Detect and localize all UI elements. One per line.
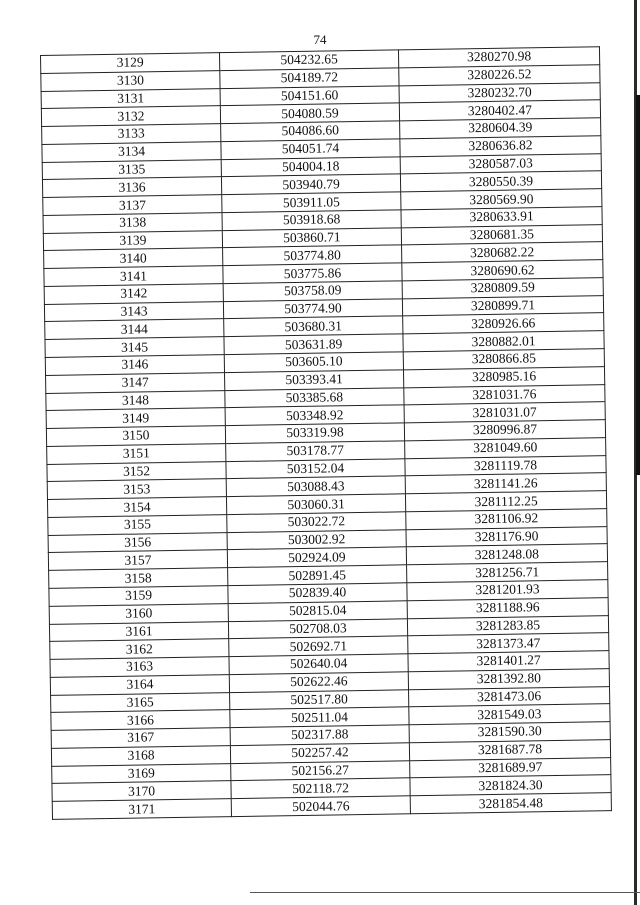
y-coordinate-cell: 3281824.30 <box>410 775 611 796</box>
point-number-cell: 3156 <box>48 532 227 553</box>
x-coordinate-cell: 503860.71 <box>222 228 401 249</box>
x-coordinate-cell: 504080.59 <box>220 103 399 124</box>
point-number-cell: 3168 <box>51 745 230 766</box>
point-number-cell: 3160 <box>49 603 228 624</box>
x-coordinate-cell: 504051.74 <box>221 139 400 160</box>
x-coordinate-cell: 503775.86 <box>223 263 402 284</box>
x-coordinate-cell: 503088.43 <box>226 476 405 497</box>
x-coordinate-cell: 502708.03 <box>228 618 407 639</box>
scan-edge-mark <box>636 95 640 475</box>
x-coordinate-cell: 504004.18 <box>221 156 400 177</box>
y-coordinate-cell: 3281283.85 <box>407 615 608 636</box>
coordinates-table-wrapper <box>40 46 608 820</box>
point-number-cell: 3136 <box>42 177 221 198</box>
point-number-cell: 3158 <box>49 568 228 589</box>
x-coordinate-cell: 502839.40 <box>228 583 407 604</box>
y-coordinate-cell: 3281248.08 <box>406 544 607 565</box>
y-coordinate-cell: 3280587.03 <box>400 153 601 174</box>
x-coordinate-cell: 503631.89 <box>224 334 403 355</box>
coordinates-table-body <box>41 47 612 820</box>
y-coordinate-cell: 3281176.90 <box>406 526 607 547</box>
y-coordinate-cell: 3281392.80 <box>408 668 609 689</box>
point-number-cell: 3149 <box>46 408 225 429</box>
point-number-cell: 3166 <box>51 710 230 731</box>
x-coordinate-cell: 504232.65 <box>219 50 398 71</box>
y-coordinate-cell: 3280550.39 <box>400 171 601 192</box>
y-coordinate-cell: 3281401.27 <box>408 651 609 672</box>
point-number-cell: 3153 <box>47 479 226 500</box>
point-number-cell: 3130 <box>41 70 220 91</box>
point-number-cell: 3134 <box>42 141 221 162</box>
y-coordinate-cell: 3281373.47 <box>408 633 609 654</box>
x-coordinate-cell: 503680.31 <box>224 316 403 337</box>
point-number-cell: 3132 <box>41 106 220 127</box>
y-coordinate-cell: 3280882.01 <box>403 331 604 352</box>
y-coordinate-cell: 3280899.71 <box>402 295 603 316</box>
coordinates-table <box>40 46 612 820</box>
point-number-cell: 3163 <box>50 657 229 678</box>
point-number-cell: 3159 <box>49 586 228 607</box>
y-coordinate-cell: 3281256.71 <box>407 562 608 583</box>
y-coordinate-cell: 3280866.85 <box>403 349 604 370</box>
page-number: 74 <box>313 32 327 47</box>
y-coordinate-cell: 3281473.06 <box>409 686 610 707</box>
y-coordinate-cell: 3281119.78 <box>405 455 606 476</box>
x-coordinate-cell: 503605.10 <box>224 352 403 373</box>
point-number-cell: 3164 <box>50 674 229 695</box>
point-number-cell: 3157 <box>48 550 227 571</box>
point-number-cell: 3155 <box>48 515 227 536</box>
y-coordinate-cell: 3281854.48 <box>410 793 611 814</box>
y-coordinate-cell: 3280633.91 <box>401 207 602 228</box>
y-coordinate-cell: 3280809.59 <box>402 278 603 299</box>
point-number-cell: 3140 <box>44 248 223 269</box>
point-number-cell: 3165 <box>51 692 230 713</box>
y-coordinate-cell: 3280604.39 <box>400 118 601 139</box>
x-coordinate-cell: 502317.88 <box>230 725 409 746</box>
x-coordinate-cell: 502891.45 <box>228 565 407 586</box>
point-number-cell: 3171 <box>52 799 231 820</box>
y-coordinate-cell: 3281141.26 <box>405 473 606 494</box>
y-coordinate-cell: 3280926.66 <box>403 313 604 334</box>
x-coordinate-cell: 502640.04 <box>229 654 408 675</box>
point-number-cell: 3144 <box>45 319 224 340</box>
bottom-rule <box>250 892 640 893</box>
x-coordinate-cell: 502622.46 <box>229 672 408 693</box>
x-coordinate-cell: 503348.92 <box>225 405 404 426</box>
point-number-cell: 3133 <box>42 124 221 145</box>
x-coordinate-cell: 503918.68 <box>222 210 401 231</box>
x-coordinate-cell: 502044.76 <box>231 796 410 817</box>
y-coordinate-cell: 3280232.70 <box>399 82 600 103</box>
point-number-cell: 3141 <box>44 266 223 287</box>
x-coordinate-cell: 503911.05 <box>222 192 401 213</box>
point-number-cell: 3169 <box>52 763 231 784</box>
y-coordinate-cell: 3281031.07 <box>404 402 605 423</box>
point-number-cell: 3137 <box>43 195 222 216</box>
point-number-cell: 3146 <box>45 355 224 376</box>
x-coordinate-cell: 503060.31 <box>226 494 405 515</box>
x-coordinate-cell: 502257.42 <box>230 743 409 764</box>
y-coordinate-cell: 3281031.76 <box>404 384 605 405</box>
x-coordinate-cell: 504151.60 <box>220 85 399 106</box>
x-coordinate-cell: 502511.04 <box>230 707 409 728</box>
x-coordinate-cell: 503152.04 <box>226 458 405 479</box>
y-coordinate-cell: 3281049.60 <box>405 438 606 459</box>
y-coordinate-cell: 3281201.93 <box>407 580 608 601</box>
point-number-cell: 3135 <box>42 159 221 180</box>
y-coordinate-cell: 3281112.25 <box>405 491 606 512</box>
point-number-cell: 3142 <box>44 284 223 305</box>
point-number-cell: 3139 <box>43 230 222 251</box>
x-coordinate-cell: 503758.09 <box>223 281 402 302</box>
point-number-cell: 3167 <box>51 728 230 749</box>
x-coordinate-cell: 504189.72 <box>220 68 399 89</box>
x-coordinate-cell: 502692.71 <box>229 636 408 657</box>
x-coordinate-cell: 502815.04 <box>228 601 407 622</box>
x-coordinate-cell: 503022.72 <box>227 512 406 533</box>
y-coordinate-cell: 3280996.87 <box>404 420 605 441</box>
x-coordinate-cell: 503178.77 <box>226 441 405 462</box>
x-coordinate-cell: 502517.80 <box>230 689 409 710</box>
y-coordinate-cell: 3280270.98 <box>398 47 599 68</box>
y-coordinate-cell: 3281689.97 <box>410 757 611 778</box>
point-number-cell: 3147 <box>46 372 225 393</box>
x-coordinate-cell: 503002.92 <box>227 529 406 550</box>
x-coordinate-cell: 504086.60 <box>221 121 400 142</box>
point-number-cell: 3131 <box>41 88 220 109</box>
point-number-cell: 3170 <box>52 781 231 802</box>
y-coordinate-cell: 3280569.90 <box>401 189 602 210</box>
y-coordinate-cell: 3281549.03 <box>409 704 610 725</box>
point-number-cell: 3143 <box>44 301 223 322</box>
y-coordinate-cell: 3280402.47 <box>399 100 600 121</box>
point-number-cell: 3161 <box>49 621 228 642</box>
point-number-cell: 3129 <box>41 53 220 74</box>
x-coordinate-cell: 503774.90 <box>223 299 402 320</box>
y-coordinate-cell: 3281188.96 <box>407 597 608 618</box>
point-number-cell: 3154 <box>47 497 226 518</box>
x-coordinate-cell: 502118.72 <box>231 778 410 799</box>
point-number-cell: 3162 <box>50 639 229 660</box>
point-number-cell: 3148 <box>46 390 225 411</box>
y-coordinate-cell: 3280681.35 <box>401 224 602 245</box>
x-coordinate-cell: 502924.09 <box>227 547 406 568</box>
point-number-cell: 3150 <box>46 426 225 447</box>
y-coordinate-cell: 3281106.92 <box>406 509 607 530</box>
x-coordinate-cell: 502156.27 <box>231 760 410 781</box>
point-number-cell: 3138 <box>43 213 222 234</box>
y-coordinate-cell: 3281687.78 <box>409 739 610 760</box>
y-coordinate-cell: 3280682.22 <box>402 242 603 263</box>
x-coordinate-cell: 503319.98 <box>225 423 404 444</box>
point-number-cell: 3145 <box>45 337 224 358</box>
x-coordinate-cell: 503385.68 <box>225 387 404 408</box>
y-coordinate-cell: 3280636.82 <box>400 136 601 157</box>
x-coordinate-cell: 503774.80 <box>223 245 402 266</box>
x-coordinate-cell: 503393.41 <box>225 370 404 391</box>
y-coordinate-cell: 3280690.62 <box>402 260 603 281</box>
y-coordinate-cell: 3280985.16 <box>403 366 604 387</box>
point-number-cell: 3151 <box>47 443 226 464</box>
y-coordinate-cell: 3281590.30 <box>409 722 610 743</box>
x-coordinate-cell: 503940.79 <box>221 174 400 195</box>
y-coordinate-cell: 3280226.52 <box>399 64 600 85</box>
point-number-cell: 3152 <box>47 461 226 482</box>
